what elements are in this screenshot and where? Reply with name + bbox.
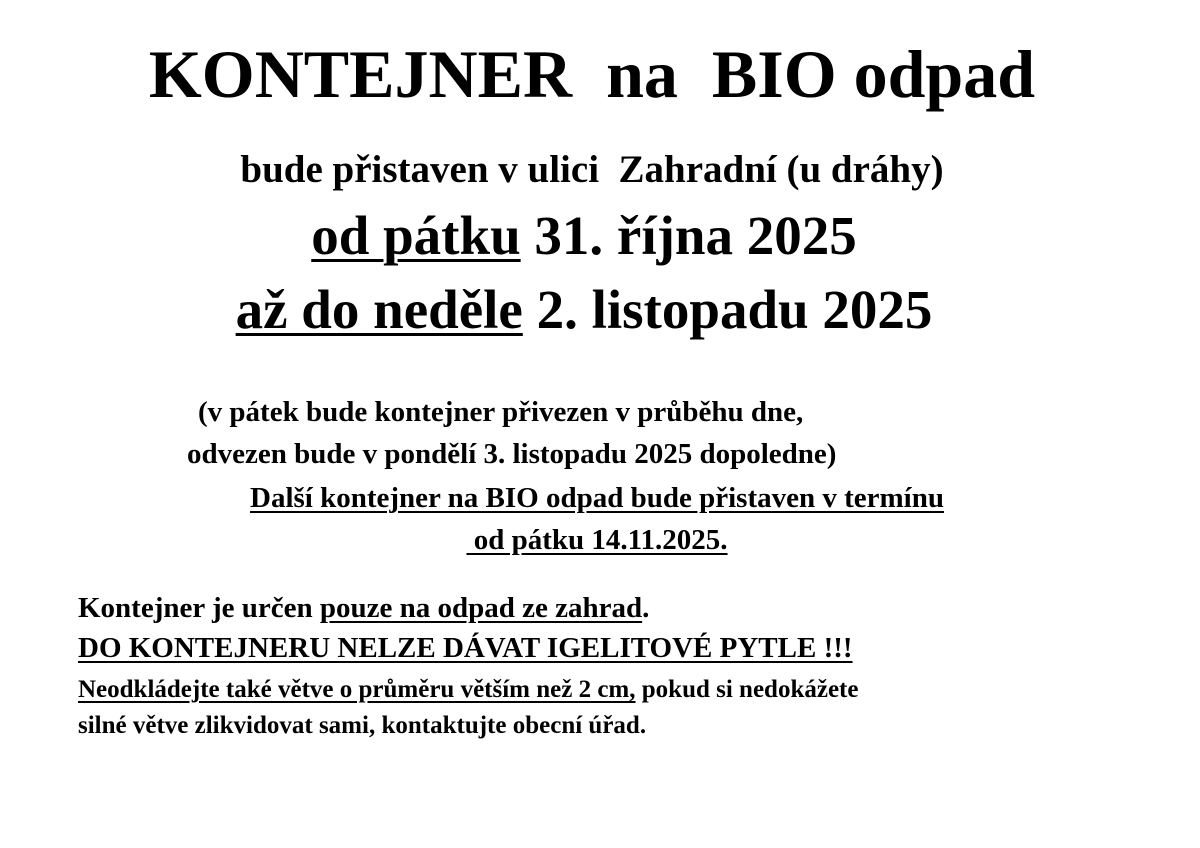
next-container-text-2: od pátku 14.11.2025. [466, 524, 728, 556]
next-container-line-1 [0, 484, 1194, 513]
start-date-value: 31. října 2025 [520, 205, 857, 266]
end-date-prefix: až do neděle [235, 279, 523, 340]
location-line: bude přistaven v ulici Zahradní (u dráhy) [240, 148, 944, 191]
next-container-line-2 [0, 526, 1194, 555]
usage-rule-prefix: Kontejner je určen [78, 592, 320, 624]
next-container-text-1: Další kontejner na BIO odpad bude přistaven v termínu [250, 482, 944, 514]
plastic-bag-warning [78, 634, 853, 663]
branch-rule-suffix: pokud si nedokážete [635, 676, 859, 703]
plastic-bag-warning-text: DO KONTEJNERU NELZE DÁVAT IGELITOVÉ PYTLE !!! [78, 632, 853, 664]
usage-rule-line [78, 594, 649, 623]
usage-rule-emphasis: pouze na odpad ze zahrad [319, 592, 643, 624]
usage-rule-suffix: . [642, 592, 650, 624]
branch-rule-emphasis: Neodkládejte také větve o průměru větším než 2 cm, [78, 676, 636, 703]
start-date-line [0, 205, 1168, 266]
branch-rule-line-1 [78, 677, 858, 702]
delivery-note-line-2: odvezen bude v pondělí 3. listopadu 2025 dopoledne) [187, 438, 837, 470]
notice-title: KONTEJNER na BIO odpad [148, 36, 1036, 112]
branch-rule-line-2: silné větve zlikvidovat sami, kontaktujte obecní úřad. [78, 712, 647, 739]
start-date-prefix: od pátku [311, 205, 521, 266]
end-date-value: 2. listopadu 2025 [522, 279, 933, 340]
delivery-note-line-1: (v pátek bude kontejner přivezen v průběhu dne, [198, 396, 804, 428]
end-date-line [0, 279, 1168, 340]
